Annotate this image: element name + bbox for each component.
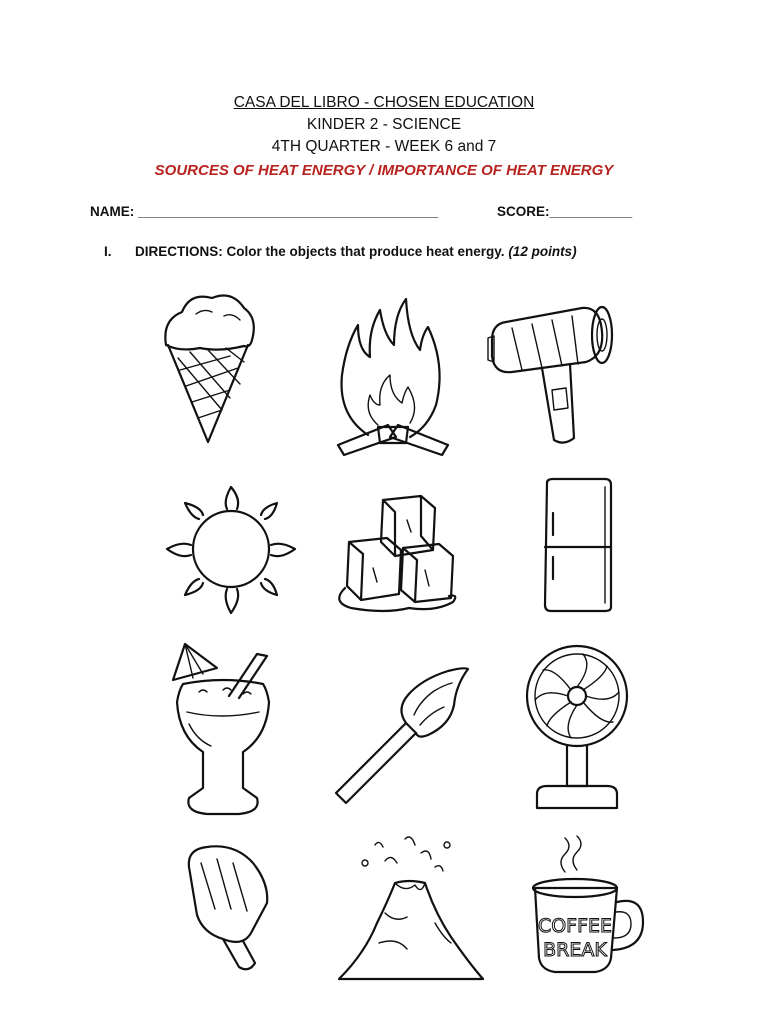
milkshake-icon[interactable]	[163, 640, 288, 820]
campfire-icon[interactable]	[328, 295, 458, 460]
volcano-icon[interactable]	[335, 833, 485, 983]
sun-icon[interactable]	[165, 483, 300, 618]
ice-cream-cone-icon[interactable]	[160, 290, 260, 445]
school-name: CASA DEL LIBRO - CHOSEN EDUCATION	[233, 94, 535, 111]
hair-dryer-icon[interactable]	[482, 300, 617, 445]
mug-text-coffee: COFFEE	[537, 915, 613, 937]
directions-text: DIRECTIONS: Color the objects that produce heat energy.	[135, 244, 505, 259]
ice-cubes-icon[interactable]	[325, 490, 465, 615]
popsicle-icon[interactable]	[183, 843, 273, 973]
score-field[interactable]: SCORE:___________	[497, 204, 633, 219]
coffee-mug-icon[interactable]	[525, 836, 650, 976]
worksheet-header	[0, 92, 768, 184]
name-score-row	[90, 204, 650, 219]
grade-subject: KINDER 2 - SCIENCE	[306, 116, 462, 133]
burning-match-icon[interactable]	[330, 665, 470, 805]
mug-text-break: BREAK	[543, 939, 607, 961]
directions-number: I.	[104, 244, 112, 259]
quarter-week: 4TH QUARTER - WEEK 6 and 7	[271, 138, 497, 155]
directions-points: (12 points)	[508, 244, 577, 259]
name-field[interactable]: NAME: ________________________________________	[90, 204, 439, 219]
refrigerator-icon[interactable]	[537, 477, 617, 615]
electric-fan-icon[interactable]	[523, 640, 633, 820]
lesson-topic: SOURCES OF HEAT ENERGY / IMPORTANCE OF HEAT ENERGY	[154, 162, 614, 179]
